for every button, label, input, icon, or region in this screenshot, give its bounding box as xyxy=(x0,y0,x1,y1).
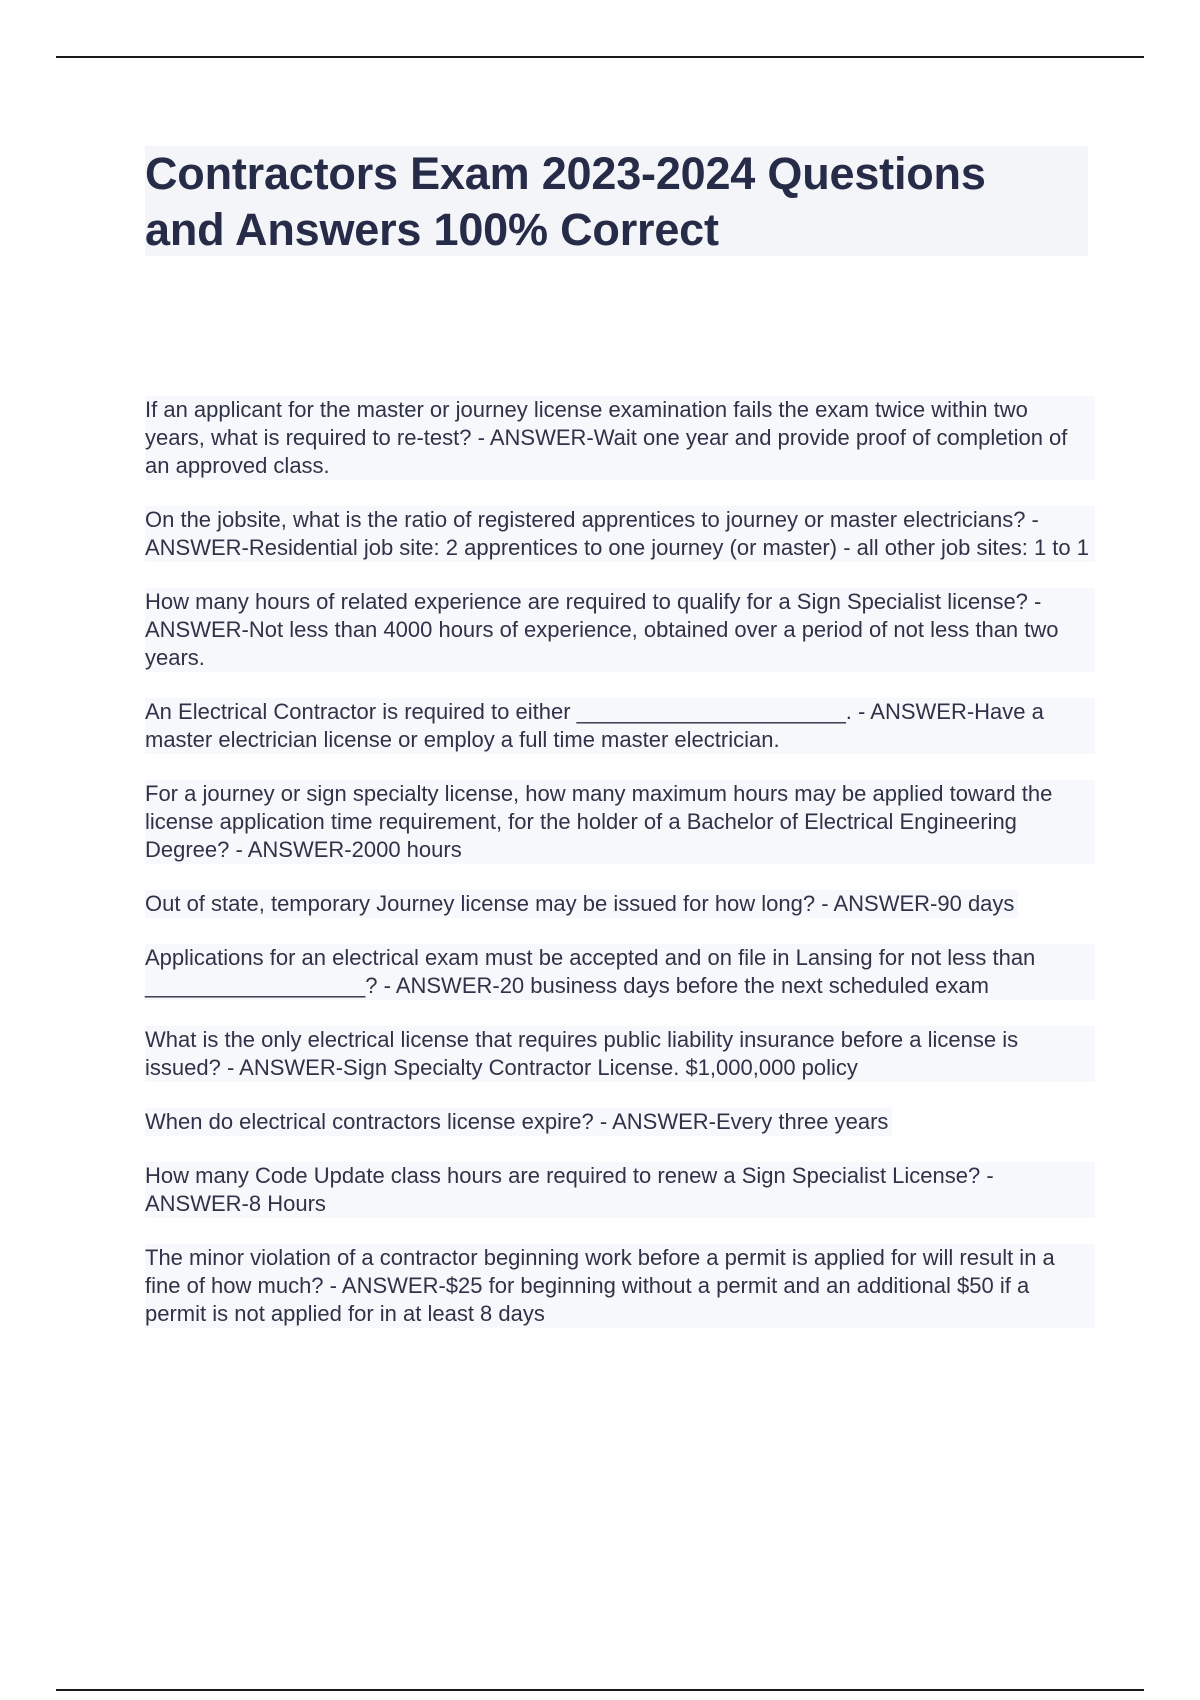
question-text: How many Code Update class hours are required to renew a Sign Specialist License? - xyxy=(145,1163,994,1188)
qa-item xyxy=(145,396,1095,480)
answer-text: ANSWER-$25 for beginning without a permit and an additional $50 if a permit is not applied for in at least 8 days xyxy=(145,1273,1030,1326)
question-text: Out of state, temporary Journey license may be issued for how long? - xyxy=(145,891,834,916)
qa-list xyxy=(145,396,1095,1354)
qa-item xyxy=(145,944,1095,1000)
qa-item xyxy=(145,780,1095,864)
title-block xyxy=(145,146,1088,256)
qa-item xyxy=(145,698,1095,754)
bottom-rule xyxy=(56,1689,1144,1691)
qa-item xyxy=(145,1244,1095,1328)
question-text: The minor violation of a contractor beginning work before a permit is applied for will result in a fine of how much? - xyxy=(145,1245,1055,1298)
qa-item xyxy=(145,1162,1095,1218)
answer-text: ANSWER-8 Hours xyxy=(145,1191,326,1216)
question-text: What is the only electrical license that requires public liability insurance before a license is issued? - xyxy=(145,1027,1019,1080)
question-text: On the jobsite, what is the ratio of registered apprentices to journey or master electricians? - xyxy=(145,507,1039,532)
answer-text: ANSWER-Sign Specialty Contractor License. $1,000,000 policy xyxy=(239,1055,858,1080)
qa-item xyxy=(145,1026,1095,1082)
question-text: How many hours of related experience are required to qualify for a Sign Specialist license? - xyxy=(145,589,1042,614)
answer-text: ANSWER-Have a master electrician license or employ a full time master electrician. xyxy=(145,699,1044,752)
qa-item xyxy=(145,588,1095,672)
question-text: When do electrical contractors license expire? - xyxy=(145,1109,613,1134)
answer-text: ANSWER-Every three years xyxy=(612,1109,889,1134)
answer-text: ANSWER-Residential job site: 2 apprentices to one journey (or master) - all other job sites: 1 to 1 xyxy=(145,535,1089,560)
page-title xyxy=(145,146,1088,258)
qa-item xyxy=(145,506,1095,562)
qa-item xyxy=(145,1108,892,1136)
question-text: For a journey or sign specialty license, how many maximum hours may be applied toward the license application time requirement, for the holder of a Bachelor of Electrical Engineering Degree? - xyxy=(145,781,1053,862)
title-line-2: and Answers 100% Correct xyxy=(145,204,719,255)
question-text: Applications for an electrical exam must be accepted and on file in Lansing for not less than __________________? - xyxy=(145,945,1036,998)
answer-text: ANSWER-2000 hours xyxy=(247,837,462,862)
question-text: An Electrical Contractor is required to either ______________________. - xyxy=(145,699,871,724)
answer-text: ANSWER-Not less than 4000 hours of experience, obtained over a period of not less than two years. xyxy=(145,617,1059,670)
qa-item xyxy=(145,890,1018,918)
title-line-1: Contractors Exam 2023-2024 Questions xyxy=(145,148,986,199)
question-text: If an applicant for the master or journey license examination fails the exam twice within two years, what is required to re-test? - xyxy=(145,397,1028,450)
answer-text: ANSWER-20 business days before the next scheduled exam xyxy=(395,973,989,998)
answer-text: ANSWER-Wait one year and provide proof of completion of an approved class. xyxy=(145,425,1068,478)
answer-text: ANSWER-90 days xyxy=(833,891,1015,916)
top-rule xyxy=(56,56,1144,58)
